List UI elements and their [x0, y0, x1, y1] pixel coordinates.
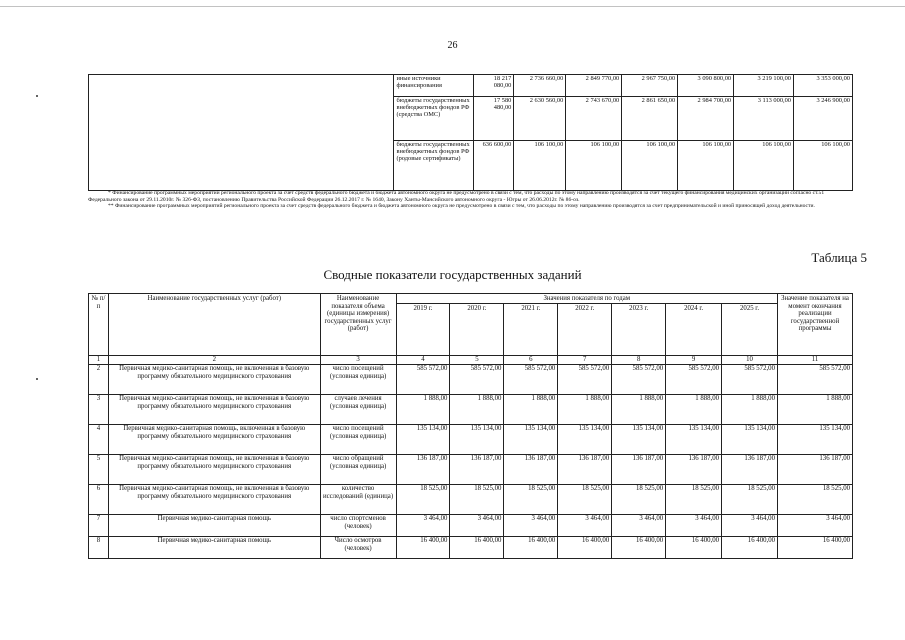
- value-cell: 585 572,00: [396, 365, 450, 395]
- funding-value: 3 353 000,00: [794, 75, 853, 97]
- service-name: Первичная медико-санитарная помощь: [108, 515, 320, 537]
- header-year: 2019 г.: [396, 304, 450, 356]
- footnote-2: ** Финансирование программных мероприятий регионального проекта за счет средств федерального бюджета и бюджета автономного округа не предусмотрено в связи с тем, что расходы по этому направлению производятся за счет предпринимательской и иной приносящей доход деятельности.: [108, 203, 815, 210]
- row-number: 7: [89, 515, 109, 537]
- value-cell: 136 187,00: [722, 455, 778, 485]
- funding-value: 3 090 800,00: [678, 75, 734, 97]
- header-year: 2024 г.: [666, 304, 722, 356]
- header-row: [89, 294, 853, 304]
- funding-value: 106 100,00: [678, 141, 734, 191]
- value-cell: 1 888,00: [504, 395, 558, 425]
- funding-value: 2 984 700,00: [678, 97, 734, 141]
- value-cell: 585 572,00: [450, 365, 504, 395]
- column-index: 6: [504, 356, 558, 365]
- funding-value: 2 967 750,00: [622, 75, 678, 97]
- value-cell: 1 888,00: [558, 395, 612, 425]
- funding-value: 2 736 660,00: [514, 75, 566, 97]
- table-row: [89, 425, 853, 455]
- value-cell: 16 400,00: [722, 537, 778, 559]
- value-cell: 16 400,00: [504, 537, 558, 559]
- header-year: 2020 г.: [450, 304, 504, 356]
- value-cell: 16 400,00: [666, 537, 722, 559]
- row-number: 2: [89, 365, 109, 395]
- indicator-unit: число спортсменов (человек): [320, 515, 396, 537]
- row-number: 3: [89, 395, 109, 425]
- value-cell: 3 464,00: [504, 515, 558, 537]
- value-cell: 585 572,00: [504, 365, 558, 395]
- table-row: [89, 515, 853, 537]
- indicator-unit: Число осмотров (человек): [320, 537, 396, 559]
- value-cell: 18 525,00: [504, 485, 558, 515]
- column-index: 9: [666, 356, 722, 365]
- value-cell: 3 464,00: [722, 515, 778, 537]
- value-cell: 136 187,00: [612, 455, 666, 485]
- funding-value: 106 100,00: [734, 141, 794, 191]
- value-cell: 1 888,00: [722, 395, 778, 425]
- value-cell: 135 134,00: [666, 425, 722, 455]
- funding-value: 18 217 080,00: [474, 75, 514, 97]
- final-value-cell: 3 464,00: [777, 515, 852, 537]
- column-index: 11: [777, 356, 852, 365]
- value-cell: 16 400,00: [396, 537, 450, 559]
- table-row: [89, 365, 853, 395]
- funding-value: 17 580 480,00: [474, 97, 514, 141]
- funding-value: 106 100,00: [514, 141, 566, 191]
- funding-value: 3 246 900,00: [794, 97, 853, 141]
- value-cell: 3 464,00: [666, 515, 722, 537]
- table-row: [89, 395, 853, 425]
- funding-value: 2 849 770,00: [566, 75, 622, 97]
- footnote-1: * Финансирование программных мероприятий регионального проекта за счет средств федерального бюджета и бюджета автономного округа не предусмотрено в связи с тем, что расходы по этому направлению производятся за счет текущего финансирования медицинских организаций согласно ст.51 Федерального закона от 29.11.2010г. № 326-ФЗ, постановлению Правительства Российской Федерации 26.12.2017 г. № 1640, Закону Ханты-Мансийского автономного округа - Югры от 26.06.2012г. № 86-оз.: [88, 190, 825, 203]
- value-cell: 135 134,00: [558, 425, 612, 455]
- value-cell: 135 134,00: [612, 425, 666, 455]
- service-name: Первичная медико-санитарная помощь, не включенная в базовую программу обязательного медицинского страхования: [108, 395, 320, 425]
- value-cell: 135 134,00: [722, 425, 778, 455]
- column-index: 1: [89, 356, 109, 365]
- value-cell: 18 525,00: [396, 485, 450, 515]
- scan-dot: [36, 378, 38, 380]
- value-cell: 3 464,00: [612, 515, 666, 537]
- indicator-unit: число обращений (условная единица): [320, 455, 396, 485]
- table-row: [89, 485, 853, 515]
- header-year: 2025 г.: [722, 304, 778, 356]
- scan-artifact-line: [0, 6, 905, 7]
- row-number: 6: [89, 485, 109, 515]
- column-index: 5: [450, 356, 504, 365]
- row-number: 5: [89, 455, 109, 485]
- final-value-cell: 18 525,00: [777, 485, 852, 515]
- page-number: 26: [447, 40, 458, 51]
- table-row: [89, 537, 853, 559]
- funding-source: бюджеты государственных внебюджетных фондов РФ (средства ОМС): [394, 97, 474, 141]
- indicator-unit: число посещений (условная единица): [320, 425, 396, 455]
- header-year: 2023 г.: [612, 304, 666, 356]
- header-final-value: Значение показателя на момент окончания реализации государственной программы: [777, 294, 852, 356]
- header-year: 2021 г.: [504, 304, 558, 356]
- column-index: 8: [612, 356, 666, 365]
- table-row: [89, 455, 853, 485]
- value-cell: 136 187,00: [504, 455, 558, 485]
- value-cell: 1 888,00: [612, 395, 666, 425]
- value-cell: 135 134,00: [504, 425, 558, 455]
- value-cell: 16 400,00: [558, 537, 612, 559]
- funding-value: 106 100,00: [794, 141, 853, 191]
- value-cell: 136 187,00: [558, 455, 612, 485]
- funding-value: 2 630 560,00: [514, 97, 566, 141]
- header-num: № п/п: [89, 294, 109, 356]
- final-value-cell: 16 400,00: [777, 537, 852, 559]
- footnotes: [88, 190, 858, 210]
- column-index-row: [89, 356, 853, 365]
- value-cell: 135 134,00: [396, 425, 450, 455]
- state-tasks-table: [88, 293, 853, 559]
- header-values-by-year: Значения показателя по годам: [396, 294, 777, 304]
- value-cell: 3 464,00: [396, 515, 450, 537]
- funding-source: бюджеты государственных внебюджетных фондов РФ (родовые сертификаты): [394, 141, 474, 191]
- value-cell: 585 572,00: [666, 365, 722, 395]
- value-cell: 3 464,00: [558, 515, 612, 537]
- service-name: Первичная медико-санитарная помощь: [108, 537, 320, 559]
- value-cell: 1 888,00: [666, 395, 722, 425]
- funding-value: 2 861 650,00: [622, 97, 678, 141]
- value-cell: 18 525,00: [612, 485, 666, 515]
- row-number: 4: [89, 425, 109, 455]
- indicator-unit: число посещений (условная единица): [320, 365, 396, 395]
- value-cell: 136 187,00: [396, 455, 450, 485]
- value-cell: 16 400,00: [450, 537, 504, 559]
- service-name: Первичная медико-санитарная помощь, не включенная в базовую программу обязательного медицинского страхования: [108, 365, 320, 395]
- funding-value: 106 100,00: [622, 141, 678, 191]
- value-cell: 136 187,00: [666, 455, 722, 485]
- value-cell: 18 525,00: [722, 485, 778, 515]
- column-index: 3: [320, 356, 396, 365]
- blank-merged-cell: [89, 75, 394, 191]
- column-index: 10: [722, 356, 778, 365]
- service-name: Первичная медико-санитарная помощь, не включенная в базовую программу обязательного медицинского страхования: [108, 455, 320, 485]
- funding-value: 3 113 000,00: [734, 97, 794, 141]
- funding-value: 2 743 670,00: [566, 97, 622, 141]
- column-index: 7: [558, 356, 612, 365]
- indicator-unit: случаев лечения (условная единица): [320, 395, 396, 425]
- value-cell: 3 464,00: [450, 515, 504, 537]
- column-index: 2: [108, 356, 320, 365]
- value-cell: 18 525,00: [666, 485, 722, 515]
- table-body: [89, 365, 853, 559]
- value-cell: 585 572,00: [558, 365, 612, 395]
- final-value-cell: 585 572,00: [777, 365, 852, 395]
- header-service-name: Наименование государственных услуг (работ): [108, 294, 320, 356]
- header-indicator: Наименование показателя объема (единицы измерения) государственных услуг (работ): [320, 294, 396, 356]
- indicator-unit: количество исследований (единица): [320, 485, 396, 515]
- row-number: 8: [89, 537, 109, 559]
- value-cell: 585 572,00: [612, 365, 666, 395]
- funding-source: иные источники финансирования: [394, 75, 474, 97]
- header-year: 2022 г.: [558, 304, 612, 356]
- scan-dot: [36, 95, 38, 97]
- value-cell: 18 525,00: [558, 485, 612, 515]
- funding-value: 106 100,00: [566, 141, 622, 191]
- funding-table: [88, 74, 853, 191]
- service-name: Первичная медико-санитарная помощь, не включенная в базовую программу обязательного медицинского страхования: [108, 485, 320, 515]
- value-cell: 585 572,00: [722, 365, 778, 395]
- table-title: Сводные показатели государственных заданий: [323, 267, 582, 282]
- final-value-cell: 136 187,00: [777, 455, 852, 485]
- value-cell: 1 888,00: [450, 395, 504, 425]
- table-label: Таблица 5: [811, 250, 867, 265]
- value-cell: 18 525,00: [450, 485, 504, 515]
- value-cell: 1 888,00: [396, 395, 450, 425]
- funding-row: [89, 75, 853, 97]
- value-cell: 16 400,00: [612, 537, 666, 559]
- final-value-cell: 135 134,00: [777, 425, 852, 455]
- column-index: 4: [396, 356, 450, 365]
- value-cell: 135 134,00: [450, 425, 504, 455]
- value-cell: 136 187,00: [450, 455, 504, 485]
- final-value-cell: 1 888,00: [777, 395, 852, 425]
- funding-value: 3 219 100,00: [734, 75, 794, 97]
- service-name: Первичная медико-санитарная помощь, включенная в базовую программу обязательного медицинского страхования: [108, 425, 320, 455]
- funding-value: 636 600,00: [474, 141, 514, 191]
